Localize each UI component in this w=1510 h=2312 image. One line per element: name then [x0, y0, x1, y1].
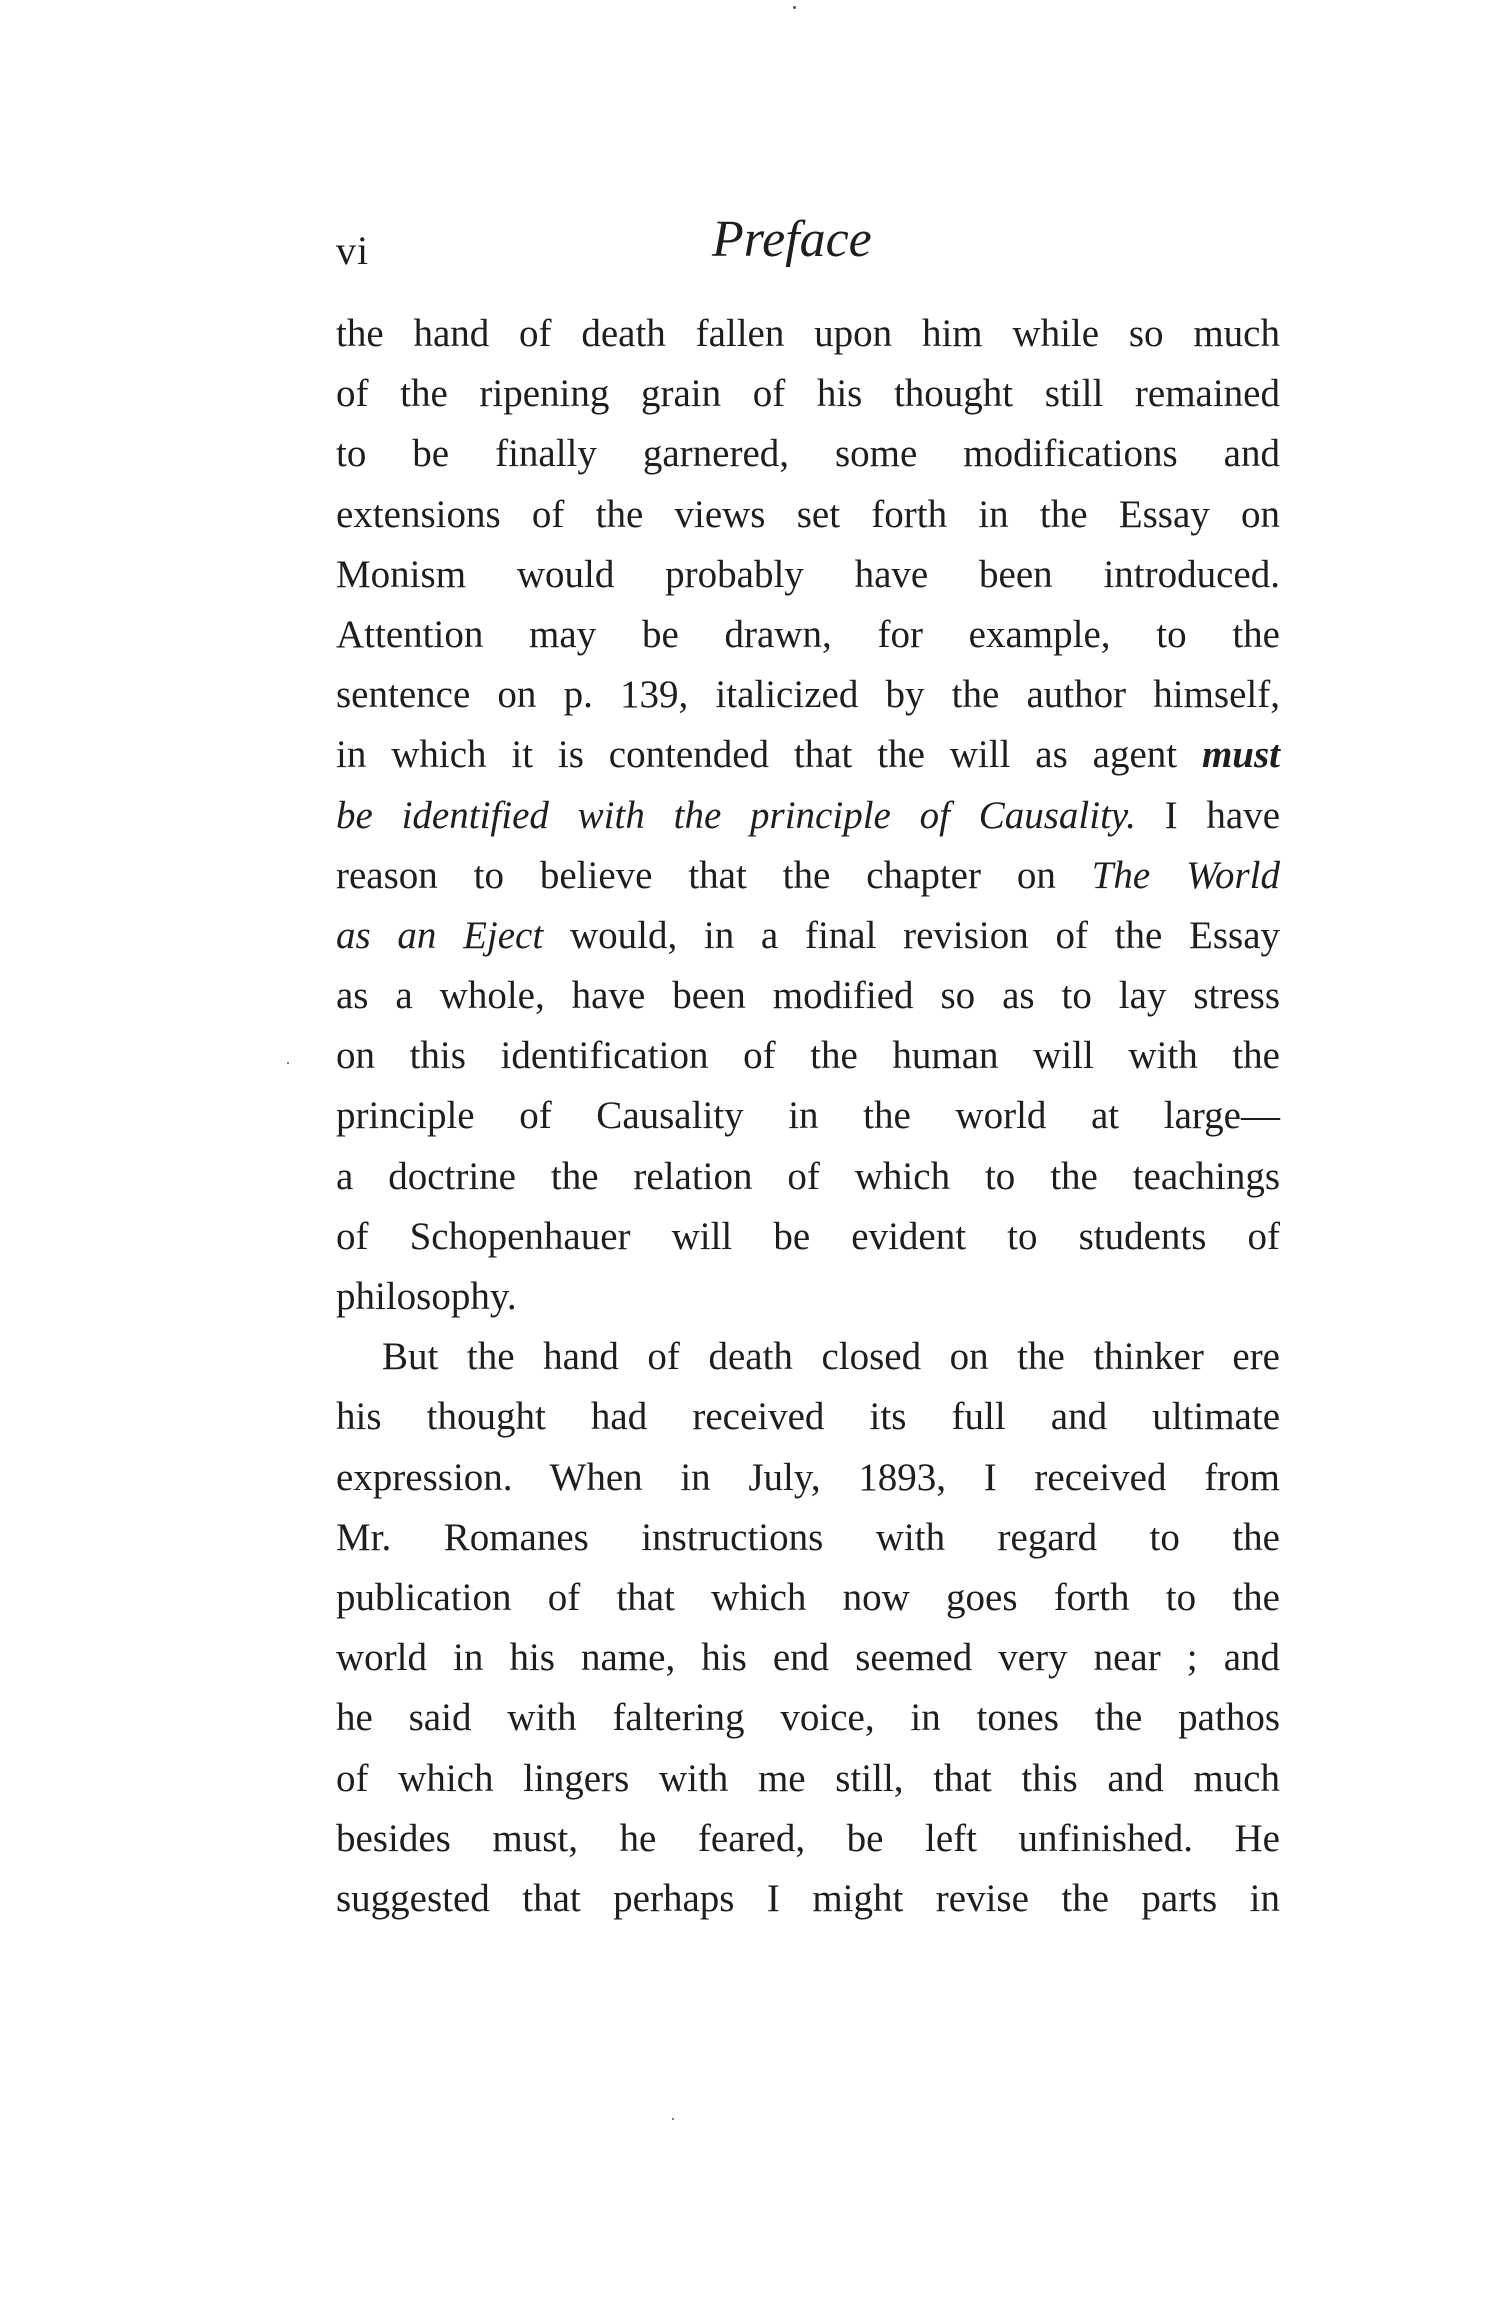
scan-speck	[287, 1062, 289, 1064]
italic-title: The World	[1091, 853, 1280, 897]
text-segment: would, in a final revision of the Essay	[569, 913, 1281, 957]
text-line: Attention may be drawn, for example, to the	[336, 612, 1280, 656]
text-line: of which lingers with me still, that this and much	[336, 1756, 1280, 1800]
text-line: a doctrine the relation of which to the teachings	[336, 1154, 1280, 1198]
text-line: expression. When in July, 1893, I received from	[336, 1455, 1280, 1499]
paragraph-start-line: But the hand of death closed on the thinker ere	[382, 1335, 1280, 1379]
text-line: principle of Causality in the world at large—	[336, 1094, 1280, 1138]
page-number: vi	[336, 228, 370, 273]
text-line: Mr. Romanes instructions with regard to the	[336, 1515, 1280, 1559]
italic-emphasis: must	[1201, 733, 1281, 777]
italic-title: as an Eject	[336, 913, 544, 957]
text-line: world in his name, his end seemed very near ; and	[336, 1636, 1280, 1680]
text-line: his thought had received its full and ultimate	[336, 1395, 1280, 1439]
text-line: he said with faltering voice, in tones the pathos	[336, 1696, 1280, 1740]
text-line: Monism would probably have been introduced.	[336, 552, 1280, 596]
scan-speck	[672, 2118, 674, 2120]
text-line	[336, 725, 1280, 785]
text-line: besides must, he feared, be left unfinished. He	[336, 1816, 1280, 1860]
text-line: extensions of the views set forth in the Essay on	[336, 492, 1280, 536]
text-segment: in which it is contended that the will as agent	[336, 733, 1178, 777]
text-line: to be finally garnered, some modifications and	[336, 432, 1280, 476]
text-line: publication of that which now goes forth to the	[336, 1575, 1280, 1619]
text-line	[336, 846, 1280, 906]
running-head: Preface	[712, 211, 872, 268]
text-line	[336, 906, 1280, 966]
text-line: on this identification of the human will with the	[336, 1034, 1280, 1078]
page-header	[336, 205, 1280, 275]
text-line: suggested that perhaps I might revise the parts in	[336, 1876, 1280, 1920]
text-line: of Schopenhauer will be evident to students of	[336, 1214, 1280, 1258]
preface-text	[336, 304, 1280, 1929]
text-line: the hand of death fallen upon him while so much	[336, 312, 1280, 355]
italic-emphasis: be identified with the principle of Causality.	[336, 793, 1136, 837]
text-line: of the ripening grain of his thought still remained	[336, 372, 1280, 416]
text-line: philosophy.	[336, 1275, 517, 1318]
text-line	[336, 786, 1280, 846]
scan-speck	[793, 6, 796, 9]
text-segment: I have	[1164, 793, 1281, 837]
text-segment: reason to believe that the chapter on	[336, 853, 1056, 897]
text-line: as a whole, have been modified so as to lay stress	[336, 974, 1280, 1018]
text-line: sentence on p. 139, italicized by the author himself,	[336, 673, 1280, 717]
